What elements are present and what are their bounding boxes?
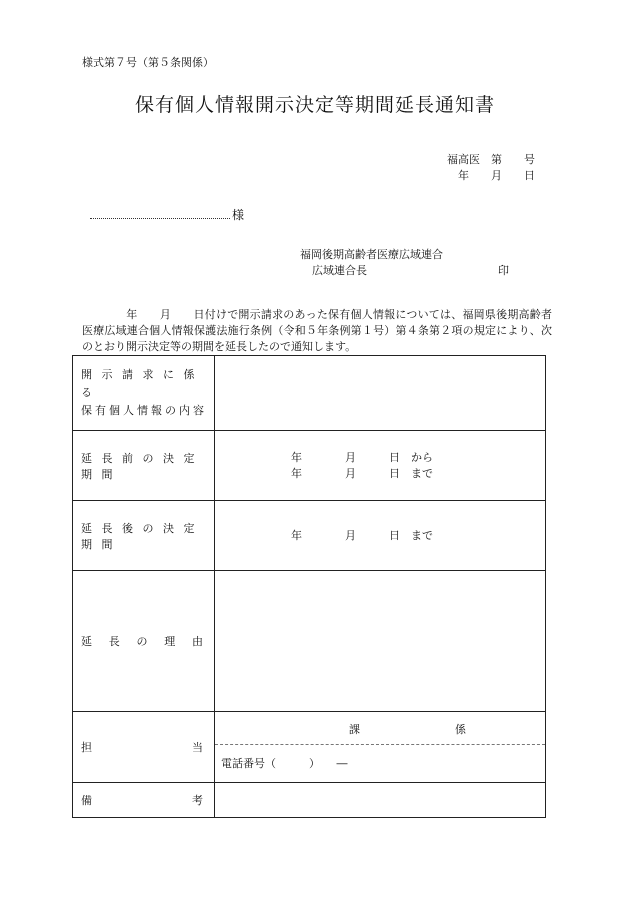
- year-unit: 年: [291, 528, 302, 542]
- phone-number-label: 電話番号（ ） ―: [221, 757, 348, 770]
- before-period-field[interactable]: [215, 431, 546, 501]
- form-number: 様式第７号（第５条関係）: [82, 56, 214, 69]
- staff-row: [73, 712, 546, 783]
- section-unit: 係: [455, 723, 466, 736]
- request-content-label: [73, 356, 215, 431]
- before-period-row: [73, 431, 546, 501]
- document-title: 保有個人情報開示決定等期間延長通知書: [134, 94, 495, 116]
- from-suffix: から: [411, 450, 433, 464]
- day-unit: 日: [389, 466, 400, 480]
- notice-text: 年 月 日付けで開示請求のあった保有個人情報については、福岡県後期高齢者医療広域連合個人情報保護法施行条例（令和５年条例第１号）第４条第２項の規定により、次のとおり開示決定等の期間を延長したので通知します。: [82, 308, 552, 353]
- staff-char: 担: [81, 741, 95, 754]
- before-period-label: 延 長 前 の 決 定 期 間: [73, 431, 215, 501]
- sender-title: 広域連合長: [312, 264, 367, 277]
- remarks-row: [73, 783, 546, 818]
- reason-char: の: [136, 635, 151, 648]
- extension-form-table: [72, 355, 546, 818]
- recipient-blank: [90, 208, 230, 219]
- after-period-row: [73, 501, 546, 571]
- staff-department: [215, 712, 545, 745]
- day-unit: 日: [389, 528, 400, 542]
- month-unit: 月: [345, 466, 356, 480]
- month-unit: 月: [345, 528, 356, 542]
- issue-date: 年 月 日: [458, 169, 535, 182]
- remarks-field[interactable]: [215, 783, 546, 818]
- seal-mark: 印: [498, 264, 509, 277]
- reason-char: 長: [108, 635, 123, 648]
- staff-label: [73, 712, 215, 783]
- reason-char: 理: [164, 635, 179, 648]
- to-suffix: まで: [411, 466, 433, 480]
- reason-char: 由: [192, 635, 206, 648]
- after-period-label: 延 長 後 の 決 定 期 間: [73, 501, 215, 571]
- day-unit: 日: [389, 450, 400, 464]
- recipient-line: [90, 206, 244, 223]
- request-content-row: [73, 356, 546, 431]
- before-period-to: [291, 466, 545, 482]
- request-content-field[interactable]: [215, 356, 546, 431]
- recipient-suffix: 様: [232, 208, 245, 222]
- reason-label: [73, 571, 215, 712]
- reason-field[interactable]: [215, 571, 546, 712]
- after-period-to: [291, 528, 545, 544]
- request-label-line2: 保有個人情報の内容: [81, 404, 207, 417]
- notice-paragraph: [82, 307, 552, 355]
- staff-field[interactable]: [215, 712, 546, 783]
- staff-char: 当: [192, 741, 206, 754]
- year-unit: 年: [291, 466, 302, 480]
- remarks-char: 考: [192, 794, 206, 807]
- sender-organization: 福岡後期高齢者医療広域連合: [300, 248, 443, 261]
- month-unit: 月: [345, 450, 356, 464]
- before-period-from: [291, 450, 545, 466]
- reference-number: 福高医 第 号: [447, 153, 535, 166]
- to-suffix: まで: [411, 528, 433, 542]
- after-period-field[interactable]: [215, 501, 546, 571]
- remarks-label: [73, 783, 215, 818]
- request-label-line1: 開 示 請 求 に 係 る: [81, 368, 198, 399]
- staff-phone: [215, 745, 545, 782]
- reason-row: [73, 571, 546, 712]
- department-unit: 課: [349, 723, 360, 736]
- reason-char: 延: [81, 635, 95, 648]
- remarks-char: 備: [81, 794, 95, 807]
- year-unit: 年: [291, 450, 302, 464]
